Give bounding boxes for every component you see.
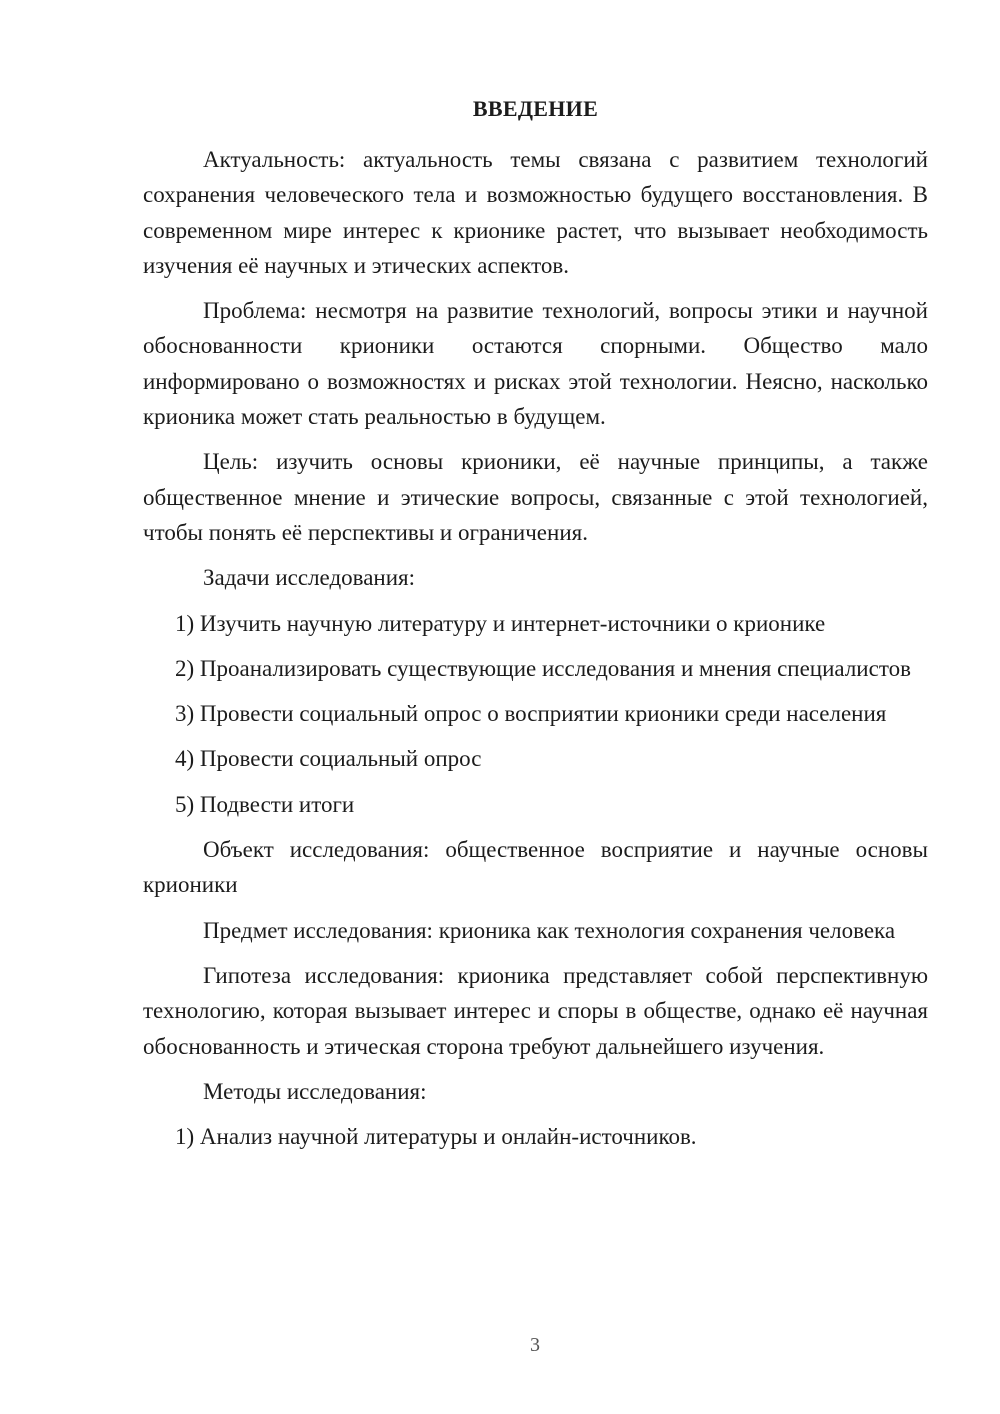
task-item-3: 3) Провести социальный опрос о восприятии крионики среди населения	[175, 701, 887, 727]
page-number: 3	[530, 1334, 540, 1356]
paragraph-goal: Цель: изучить основы крионики, её научные принципы, а также общественное мнение и этические вопросы, связанные с этой технологией, чтобы понять её перспективы и ограничения.	[143, 449, 928, 545]
paragraph-object: Объект исследования: общественное восприятие и научные основы крионики	[143, 837, 928, 898]
method-item-1: 1) Анализ научной литературы и онлайн-источников.	[175, 1124, 697, 1150]
tasks-heading: Задачи исследования:	[203, 565, 416, 591]
task-item-1: 1) Изучить научную литературу и интернет-источники о крионике	[175, 610, 826, 636]
task-item-4: 4) Провести социальный опрос	[175, 746, 482, 772]
section-title: ВВЕДЕНИЕ	[472, 96, 599, 121]
paragraph-relevance: Актуальность: актуальность темы связана с развитием технологий сохранения человеческого тела и возможностью будущего восстановления. В современном мире интерес к крионике растет, что вызывает необходимость изучения её научных и этических аспектов.	[143, 147, 928, 278]
paragraph-subject: Предмет исследования: крионика как технология сохранения человека	[203, 917, 896, 943]
task-item-2: 2) Проанализировать существующие исследования и мнения специалистов	[175, 655, 911, 681]
paragraph-hypothesis: Гипотеза исследования: крионика представляет собой перспективную технологию, которая вызывает интерес и споры в обществе, однако её научная обоснованность и этическая сторона требуют дальнейшего изучения.	[143, 962, 928, 1059]
document-page	[143, 92, 928, 1154]
paragraph-problem: Проблема: несмотря на развитие технологий, вопросы этики и научной обоснованности крионики остаются спорными. Общество мало информировано о возможностях и рисках этой технологии. Неясно, насколько крионика может стать реальностью в будущем.	[143, 298, 928, 430]
methods-heading: Методы исследования:	[203, 1078, 427, 1104]
task-item-5: 5) Подвести итоги	[175, 791, 355, 817]
